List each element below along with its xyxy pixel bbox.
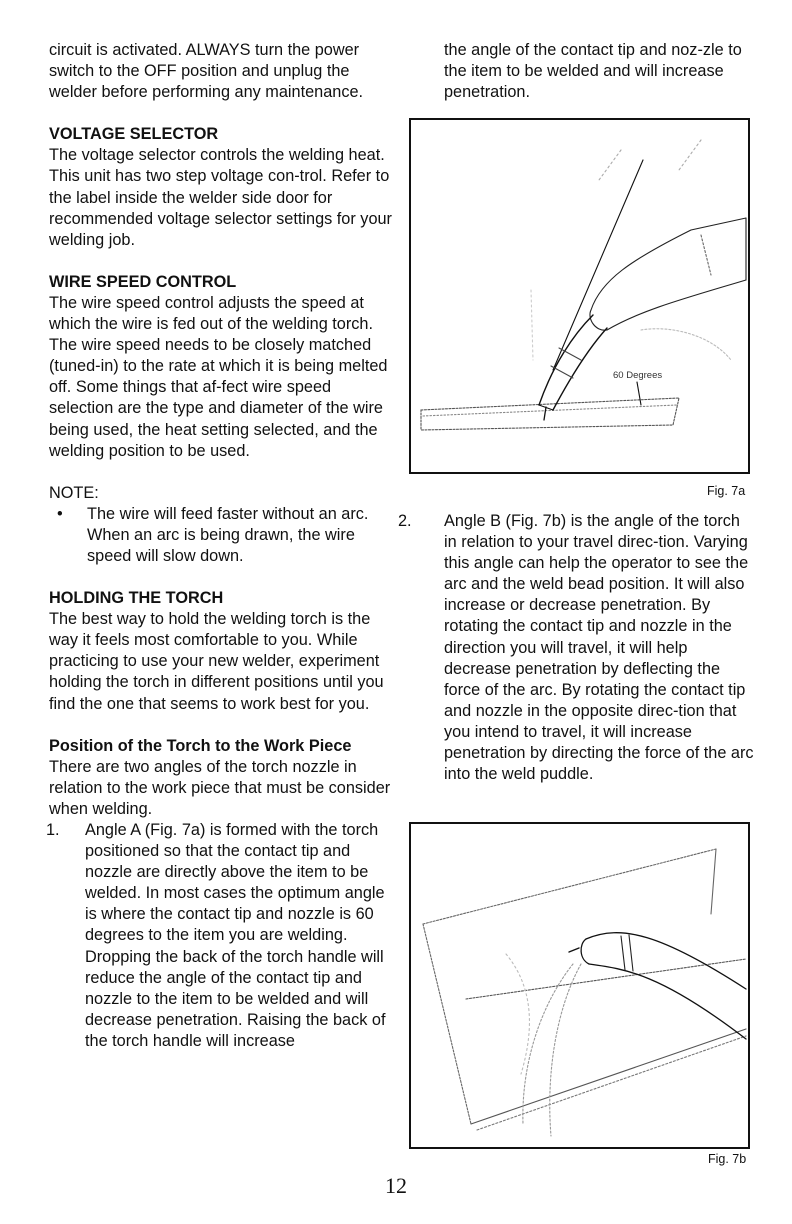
- figure-7b-caption: Fig. 7b: [708, 1152, 747, 1166]
- left-column: [46, 40, 394, 1052]
- note-bullet: [49, 504, 394, 567]
- list-number: 2.: [398, 512, 412, 530]
- figure-7a: [409, 118, 750, 474]
- voltage-selector-paragraph: The voltage selector controls the welding heat. This unit has two step voltage con-trol. Refer to the label inside the welder side door for recommended voltage selector settings for your welding job.: [49, 146, 392, 249]
- list-item-text: Angle A (Fig. 7a) is formed with the torch positioned so that the contact tip and nozzle are directly above the item to be welded. In most cases the optimum angle is where the contact tip and nozzle is 60 degrees to the item you are welding. Dropping the back of the torch handle will reduce the angle of the contact tip and nozzle to the item to be welded and will decrease penetration. Raising the back of the torch handle will increase: [85, 821, 386, 1050]
- torch-travel-illustration: [411, 824, 748, 1147]
- wire-speed-heading: WIRE SPEED CONTROL: [49, 272, 237, 291]
- list-item-text: Angle B (Fig. 7b) is the angle of the torch in relation to your travel direc-tion. Varying this angle can help the operator to see the arc and the weld bead position. It will also increase or decrease penetration. By rotating the contact tip and nozzle in the direction you will travel, it will help decrease penetration by deflecting the force of the arc. By rotating the contact tip and nozzle in the opposite direc-tion that you intend to travel, it will increase penetration by directing the force of the arc into the weld puddle.: [444, 512, 754, 784]
- voltage-selector-heading: VOLTAGE SELECTOR: [49, 125, 219, 144]
- holding-torch-heading: HOLDING THE TORCH: [49, 589, 224, 608]
- note-bullet-text: The wire will feed faster without an arc. When an arc is being drawn, the wire speed will slow down.: [87, 504, 369, 565]
- list-item-angle-a: [46, 820, 394, 1052]
- torch-position-heading: Position of the Torch to the Work Piece: [49, 736, 352, 755]
- intro-paragraph: circuit is activated. ALWAYS turn the power switch to the OFF position and unplug the welder before performing any maintenance.: [49, 41, 364, 102]
- figure-7a-caption: Fig. 7a: [707, 484, 746, 498]
- holding-torch-paragraph: The best way to hold the welding torch is the way it feels most comfortable to you. While practicing to use your new welder, experiment holding the torch in different positions until you find the one that seems to work best for you.: [49, 610, 384, 713]
- torch-position-paragraph: There are two angles of the torch nozzle in relation to the work piece that must be consider when welding.: [49, 757, 391, 818]
- right-column-lower: [398, 511, 754, 785]
- torch-angle-illustration: [411, 120, 748, 472]
- list-number: 1.: [46, 821, 60, 839]
- list-item-angle-b: [398, 511, 754, 785]
- wire-speed-paragraph: The wire speed control adjusts the speed at which the wire is fed out of the welding torch. The wire speed needs to be closely matched (tuned-in) to the rate at which it is being melted off. Some things that af-fect wire speed selection are the type and diameter of the wire being used, the heat setting selected, and the welding position to be used.: [49, 293, 388, 460]
- right-column: [444, 40, 754, 103]
- note-label: NOTE:: [49, 483, 99, 502]
- angle-label: 60 Degrees: [613, 370, 663, 381]
- page-number: 12: [385, 1173, 407, 1198]
- continued-paragraph: the angle of the contact tip and noz-zle to the item to be welded and will increase penetration.: [444, 41, 742, 102]
- bullet-mark: •: [57, 504, 63, 523]
- figure-7b: [409, 822, 750, 1149]
